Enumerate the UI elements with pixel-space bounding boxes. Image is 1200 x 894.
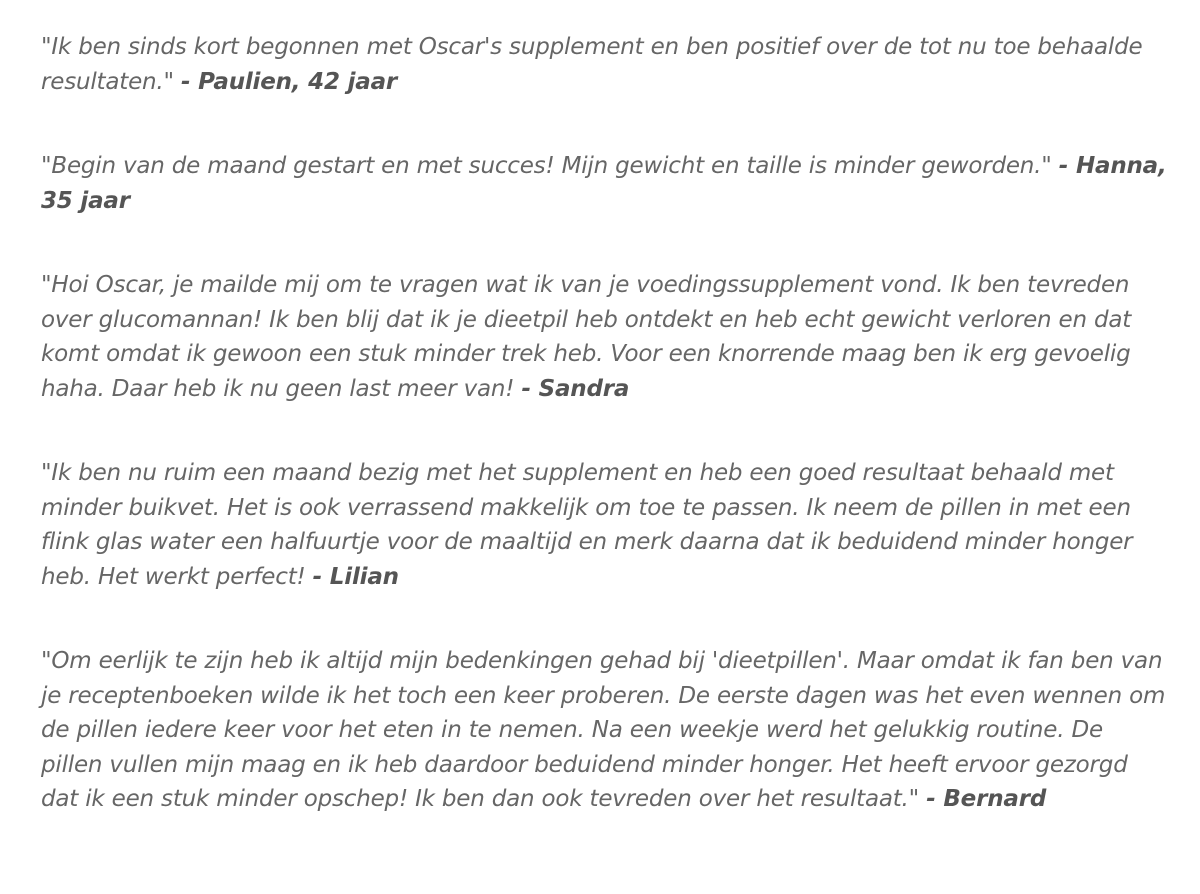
testimonial-lilian [41, 456, 1170, 594]
testimonial-author: - Paulien, 42 jaar [181, 68, 398, 95]
testimonial-author: - Hanna, 35 jaar [41, 153, 1167, 214]
testimonial-quote: "Begin van de maand gestart en met succes! Mijn gewicht en taille is minder geworden." [41, 153, 1052, 179]
testimonial-author: - Bernard [926, 786, 1047, 812]
testimonial-sandra [41, 268, 1170, 406]
testimonial-quote: "Ik ben nu ruim een maand bezig met het supplement en heb een goed resultaat behaald met minder buikvet. Het is ook verrassend makkelijk om toe te passen. Ik neem de pillen in met een flink glas water een halfuurtje voor de maaltijd en merk daarna dat ik beduidend minder honger heb. Het werkt perfect! [41, 460, 1133, 590]
testimonial-author: - Lilian [312, 563, 399, 590]
testimonial-bernard [41, 644, 1170, 817]
testimonial-hanna [41, 149, 1170, 218]
testimonial-quote: "Ik ben sinds kort begonnen met Oscar's supplement en ben positief over de tot nu toe behaalde resultaten." [41, 34, 1143, 95]
testimonial-author: - Sandra [521, 375, 630, 402]
testimonial-quote: "Om eerlijk te zijn heb ik altijd mijn bedenkingen gehad bij 'dieetpillen'. Maar omdat ik fan ben van je receptenboeken wilde ik het toch een keer proberen. De eerste dagen was het even wennen om de pillen iedere keer voor het eten in te nemen. Na een weekje werd het gelukkig routine. De pillen vullen mijn maag en ik heb daardoor beduidend minder honger. Het heeft ervoor gezorgd dat ik een stuk minder opschep! Ik ben dan ook tevreden over het resultaat." [41, 648, 1166, 812]
testimonial-quote: "Hoi Oscar, je mailde mij om te vragen wat ik van je voedingssupplement vond. Ik ben tevreden over glucomannan! Ik ben blij dat ik je dieetpil heb ontdekt en heb echt gewicht verloren en dat komt omdat ik gewoon een stuk minder trek heb. Voor een knorrende maag ben ik erg gevoelig haha. Daar heb ik nu geen last meer van! [41, 272, 1132, 402]
testimonial-paulien [41, 30, 1170, 99]
